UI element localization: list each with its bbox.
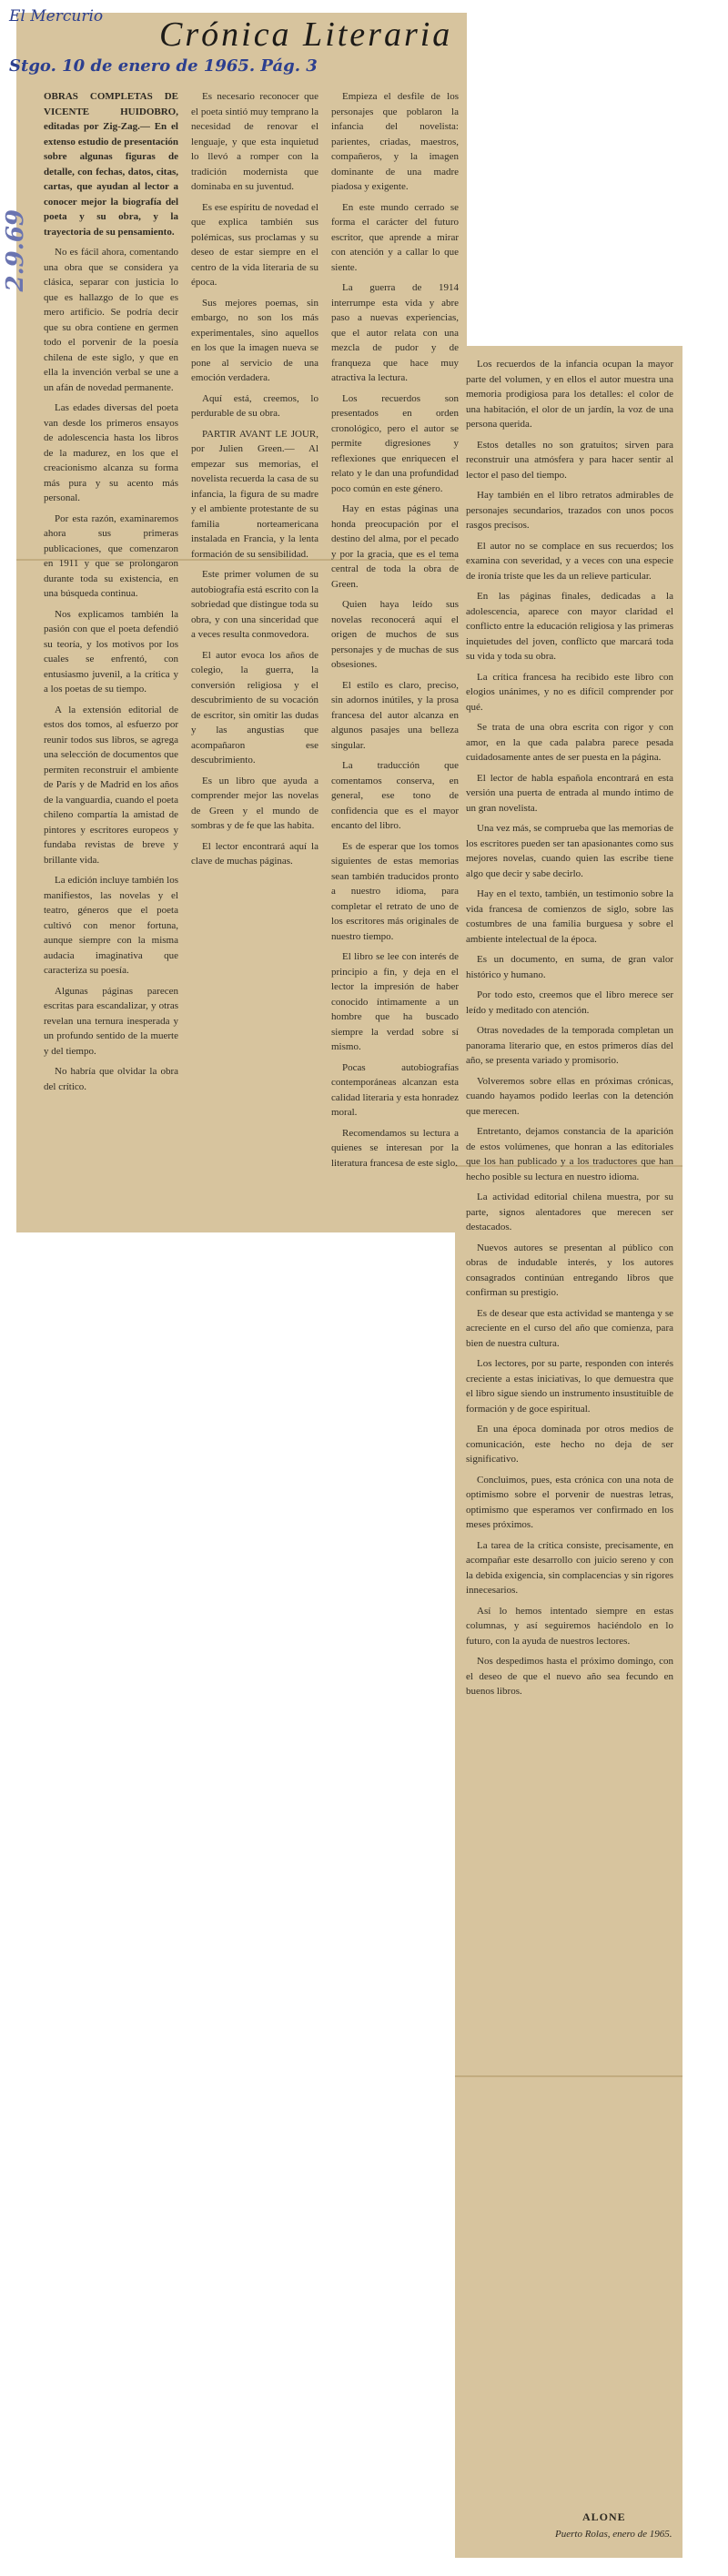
paragraph: Aquí está, creemos, lo perdurable de su obra. (191, 392, 318, 419)
text-column-2 (191, 89, 318, 867)
paragraph: Por esta razón, examinaremos ahora sus primeras publicaciones, que comenzaron en 1911 y que se prolongaron durante toda su existencia, en una búsqueda continua. (44, 512, 178, 599)
paragraph: No habría que olvidar la obra del crítico. (44, 1066, 178, 1092)
paragraph: Es un documento, en suma, de gran valor histórico y humano. (466, 954, 673, 980)
paragraph: Así lo hemos intentado siempre en estas columnas, y así seguiremos haciéndolo en lo futuro, con la ayuda de nuestros lectores. (466, 1605, 673, 1647)
author-signature: ALONE (582, 2510, 626, 2523)
paragraph: Es necesario reconocer que el poeta sintió muy temprano la necesidad de renovar el lenguaje, y que esta inquietud lo llevó a romper con la tradición modernista que dominaba en su juventud. (191, 91, 318, 192)
paragraph: Quien haya leído sus novelas reconocerá aquí el origen de muchos de sus personajes y de muchas de sus obsesiones. (331, 599, 459, 670)
paragraph: Nos despedimos hasta el próximo domingo, con el deseo de que el nuevo año sea fecundo en buenos libros. (466, 1656, 673, 1697)
paragraph: Sus mejores poemas, sin embargo, no son los más experimentales, sino aquellos en los que la imagen nueva se pone al servicio de una emoción verdadera. (191, 297, 318, 383)
text-column-3 (331, 89, 459, 1169)
paragraph: Es ese espíritu de novedad el que explica también sus polémicas, sus proclamas y su deseo de estar siempre en el centro de la vida literaria de su época. (191, 201, 318, 288)
paragraph: Volveremos sobre ellas en próximas crónicas, cuando hayamos podido leerlas con la detención que merecen. (466, 1075, 673, 1117)
paragraph: Concluimos, pues, esta crónica con una nota de optimismo sobre el porvenir de nuestras letras, optimismo que esperamos ver confirmado en los meses próximos. (466, 1474, 673, 1530)
paragraph: Los recuerdos de la infancia ocupan la mayor parte del volumen, y en ellos el autor muestra una memoria prodigiosa para los detalles: el color de una habitación, el olor de un jardín, la voz de una persona querida. (466, 359, 673, 430)
paragraph: Una vez más, se comprueba que las memorias de los escritores pueden ser tan apasionantes como sus mejores novelas, cuando quien las escribe tiene algo que decir y sabe decirlo. (466, 823, 673, 879)
paragraph: OBRAS COMPLETAS DE VICENTE HUIDOBRO, editadas por Zig-Zag.— En el extenso estudio de presentación sobre algunas figuras de detalle, con fechas, datos, citas, cartas, que ayudan al lector a conocer mejor la biografía del poeta y su obra, y la trayectoria de su pensamiento. (44, 91, 178, 238)
paragraph: Los recuerdos son presentados en orden cronológico, pero el autor se permite digresiones y reflexiones que enriquecen el relato y le dan una profundidad poco común en este género. (331, 392, 459, 494)
paragraph: No es fácil ahora, comentando una obra que se considera ya clásica, separar con justicia lo que es hallazgo de lo que es mero artificio. Se podría decir que su obra contiene en germen todo el porvenir de la poesía chilena de este siglo, y que en ella la invención verbal se une a un afán de novedad permanente. (44, 247, 178, 393)
paragraph: Recomendamos su lectura a quienes se interesan por la literatura francesa de este siglo. (331, 1127, 459, 1169)
paragraph: Es un libro que ayuda a comprender mejor las novelas de Green y el mundo de sombras y de fe que las habita. (191, 775, 318, 831)
paragraph: Entretanto, dejamos constancia de la aparición de estos volúmenes, que honran a las editoriales que los han publicado y a los traductores que han hecho posible su lectura en nuestro idioma. (466, 1126, 673, 1182)
paragraph: La guerra de 1914 interrumpe esta vida y abre paso a nuevas experiencias, que el autor relata con una mezcla de pudor y de franqueza que hace muy atractiva la lectura. (331, 282, 459, 383)
paragraph: Empieza el desfile de los personajes que poblaron la infancia del novelista: parientes, criadas, maestros, compañeros, y la imagen dominante de una madre piadosa y exigente. (331, 91, 459, 192)
paragraph: Nos explicamos también la pasión con que el poeta defendió su teoría, y los motivos por los cuales se enfrentó, con entusiasmo juvenil, a la crítica y a los poetas de su tiempo. (44, 608, 178, 695)
paragraph: La tarea de la crítica consiste, precisamente, en acompañar este desarrollo con juicio sereno y con la debida exigencia, sin complacencias y sin rigores innecesarios. (466, 1539, 673, 1596)
paragraph: La edición incluye también los manifiestos, las novelas y el teatro, géneros que el poeta cultivó con menor fortuna, aunque siempre con la misma audacia imaginativa que caracteriza su poesía. (44, 875, 178, 976)
paragraph: Hay en el texto, también, un testimonio sobre la vida francesa de comienzos de siglo, sobre las costumbres de una familia burguesa y sobre el ambiente intelectual de la época. (466, 888, 673, 945)
paragraph: Hay en estas páginas una honda preocupación por el destino del alma, por el pecado y por la gracia, que es el tema central de toda la obra de Green. (331, 503, 459, 590)
paragraph: Nuevos autores se presentan al público con obras de indudable interés, y los autores consagrados continúan entregando libros que confirman su prestigio. (466, 1242, 673, 1298)
paragraph: Es de esperar que los tomos siguientes de estas memorias sean también traducidos pronto a nuestro idioma, para completar el retrato de uno de los escritores más originales de nuestro tiempo. (331, 840, 459, 942)
paragraph: Este primer volumen de su autobiografía está escrito con la sobriedad que distingue toda su obra, y con una sinceridad que a veces resulta conmovedora. (191, 569, 318, 640)
paragraph: Estos detalles no son gratuitos; sirven para reconstruir una atmósfera y para hacer sentir al lector el paso del tiempo. (466, 439, 673, 481)
paragraph: PARTIR AVANT LE JOUR, por Julien Green.— Al empezar sus memorias, el novelista recuerda la casa de su infancia, la figura de su madre y el ambiente protestante de su familia norteamericana instalada en Francia, y la lenta formación de su sensibilidad. (191, 428, 318, 560)
paragraph: El lector encontrará aquí la clave de muchas páginas. (191, 840, 318, 867)
paragraph: A la extensión editorial de estos dos tomos, al esfuerzo por reunir todos sus libros, se agrega una selección de documentos que permiten reconstruir el ambiente de París y de Madrid en los años de la vanguardia, cuando el poeta chileno compartía la amistad de pintores y escritores europeos y fundaba revistas de breve y brillante vida. (44, 704, 178, 866)
paragraph: La traducción que comentamos conserva, en general, ese tono de confidencia que es el mayor encanto del libro. (331, 760, 459, 831)
paragraph: En las páginas finales, dedicadas a la adolescencia, aparece con mayor claridad el conflicto entre la educación religiosa y las primeras inquietudes del joven, conflicto que marcará toda su vida y toda su obra. (466, 591, 673, 662)
paragraph: Se trata de una obra escrita con rigor y con amor, en la que cada palabra parece pesada cuidadosamente antes de ser puesta en la página. (466, 722, 673, 763)
paragraph: El autor no se complace en sus recuerdos; los examina con severidad, y a veces con una especie de ironía triste que les da un relieve particular. (466, 540, 673, 582)
article-title: Crónica Literaria (159, 15, 453, 54)
paragraph: Algunas páginas parecen escritas para escandalizar, y otras revelan una ternura inesperada y un profundo sentido de la muerte y del tiempo. (44, 985, 178, 1057)
handwritten-margin-note: 2.9.69 (2, 209, 29, 292)
paragraph: El estilo es claro, preciso, sin adornos inútiles, y la prosa francesa del autor alcanza en algunos pasajes una belleza singular. (331, 679, 459, 751)
paragraph: Las edades diversas del poeta van desde los primeros ensayos de adolescencia hasta los libros de la madurez, en los que el creacionismo alcanza su forma más pura y su acento más personal. (44, 402, 178, 503)
handwritten-newspaper-name: El Mercurio (9, 7, 104, 25)
paragraph: Pocas autobiografías contemporáneas alcanzan esta calidad literaria y esta honradez moral. (331, 1061, 459, 1118)
paragraph: El lector de habla española encontrará en esta versión una puerta de entrada al mundo íntimo de un gran novelista. (466, 772, 673, 814)
text-column-1 (44, 89, 178, 1092)
paragraph: En este mundo cerrado se forma el carácter del futuro escritor, que aprende a mirar con atención y a callar lo que siente. (331, 201, 459, 273)
paragraph: Hay también en el libro retratos admirables de personajes secundarios, trazados con unos pocos rasgos precisos. (466, 490, 673, 531)
text-column-4 (466, 357, 673, 2505)
paragraph: La actividad editorial chilena muestra, por su parte, signos alentadores que merecen ser destacados. (466, 1192, 673, 1232)
paragraph: La crítica francesa ha recibido este libro con elogios unánimes, y no es difícil comprender por qué. (466, 671, 673, 713)
paragraph: Es de desear que esta actividad se mantenga y se acreciente en el curso del año que comienza, para bien de nuestra cultura. (466, 1307, 673, 1349)
paragraph: Otras novedades de la temporada completan un panorama literario que, en estos primeros días del año, se presenta variado y promisorio. (466, 1025, 673, 1066)
paragraph: Por todo esto, creemos que el libro merece ser leído y meditado con atención. (466, 989, 673, 1016)
place-and-date: Puerto Rolas, enero de 1965. (555, 2529, 672, 2540)
paragraph: El libro se lee con interés de principio a fin, y deja en el lector la impresión de haber conocido íntimamente a un hombre que ha buscado siempre la verdad sobre sí mismo. (331, 951, 459, 1052)
paragraph: En una época dominada por otros medios de comunicación, este hecho no deja de ser significativo. (466, 1424, 673, 1465)
handwritten-date: Stgo. 10 de enero de 1965. Pág. 3 (9, 56, 318, 76)
paragraph: El autor evoca los años de colegio, la guerra, la conversión religiosa y el descubrimiento de su vocación de escritor, sin omitir las dudas y las angustias que acompañaron ese descubrimiento. (191, 649, 318, 766)
paragraph: Los lectores, por su parte, responden con interés creciente a estas iniciativas, lo que demuestra que el libro sigue siendo un instrumento insustituible de formación y de goce espiritual. (466, 1358, 673, 1415)
